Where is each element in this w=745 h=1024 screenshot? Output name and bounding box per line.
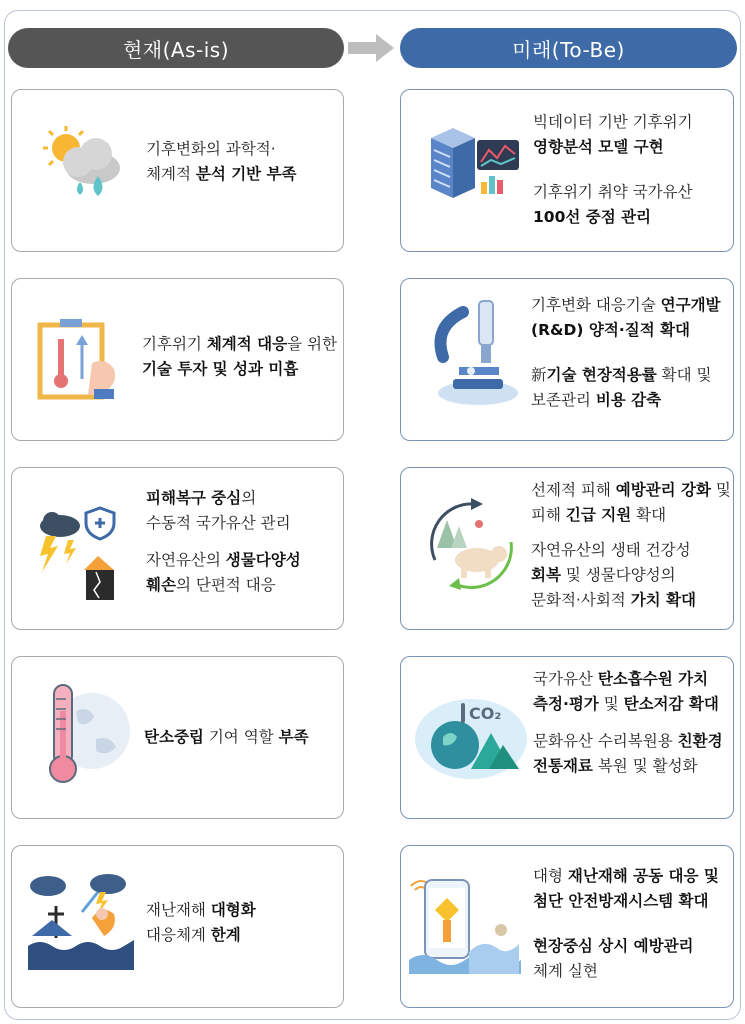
text: 및	[598, 695, 624, 713]
bold-text: 첨단 안전방재시스템 확대	[533, 892, 709, 910]
text: 피해	[531, 506, 566, 524]
to-be-card-1	[400, 89, 734, 252]
text-line	[533, 110, 693, 135]
text-line	[533, 205, 693, 230]
text-line	[144, 725, 309, 750]
text: 기후위기	[142, 335, 207, 353]
bold-text: 기술 현장적용률	[546, 366, 657, 384]
text-line	[533, 864, 719, 889]
bold-text: 전통재료	[533, 757, 593, 775]
server-data-icon	[419, 120, 527, 210]
bold-text: 탄소흡수원 가치	[597, 670, 709, 688]
text-line	[533, 692, 723, 717]
arrow-right-icon	[348, 34, 394, 62]
as-is-text-3	[146, 486, 301, 598]
thermometer-globe-icon	[36, 681, 136, 791]
bold-text: 비용 감축	[595, 391, 662, 409]
text: 체계 실현	[533, 962, 598, 980]
text: 재난재해	[146, 901, 211, 919]
thermometer-clipboard-icon	[34, 317, 124, 407]
co2-globe-icon	[411, 693, 529, 783]
bold-text: 피해복구 중심	[146, 489, 242, 507]
bold-text: 가치 확대	[630, 591, 696, 609]
paragraph	[531, 478, 731, 528]
text-line	[146, 137, 297, 162]
bold-text: 탄소중립	[144, 728, 204, 746]
text-line	[531, 363, 721, 388]
text: 기후변화 대응기술	[531, 296, 661, 314]
text: 보존관리	[531, 391, 596, 409]
bold-text: 측정·평가	[533, 695, 599, 713]
text-line	[146, 573, 301, 598]
text-line	[531, 293, 721, 318]
text-line	[533, 729, 723, 754]
text-line	[533, 667, 723, 692]
text-line	[533, 889, 719, 914]
to-be-text-3	[531, 478, 731, 613]
text: 기여 역할	[203, 728, 279, 746]
bold-text: 대형화	[210, 901, 256, 919]
text: 문화유산 수리복원용	[533, 732, 678, 750]
text-line	[146, 898, 256, 923]
header-as-is: 현재(As-is)	[8, 28, 344, 68]
text-line	[533, 180, 693, 205]
bold-text: 긴급 지원	[565, 506, 632, 524]
bold-text: 분석 기반 부족	[195, 165, 297, 183]
text-line	[146, 923, 256, 948]
paragraph	[533, 180, 693, 230]
paragraph	[531, 538, 731, 613]
bold-text: 회복	[531, 566, 561, 584]
storm-house-icon	[34, 506, 134, 606]
paragraph	[533, 934, 719, 984]
text-line	[531, 588, 731, 613]
bold-text: 친환경	[677, 732, 723, 750]
to-be-text-1	[533, 110, 693, 230]
text-line	[533, 959, 719, 984]
smartphone-alert-icon	[409, 874, 529, 974]
as-is-card-4	[11, 656, 344, 819]
text: 자연유산의 생태 건강성	[531, 541, 691, 559]
bold-text: 예방관리 강화	[615, 481, 711, 499]
microscope-icon	[423, 297, 523, 412]
text: 新	[531, 366, 547, 384]
text-line	[146, 511, 301, 536]
text-line	[531, 563, 731, 588]
bold-text: 훼손	[146, 576, 176, 594]
as-is-card-1	[11, 89, 344, 252]
bold-text: 체계적 대응	[206, 335, 288, 353]
text: 의	[241, 489, 257, 507]
polar-bear-cycle-icon	[415, 490, 527, 600]
text-line	[531, 318, 721, 343]
weather-icon	[38, 120, 128, 210]
text: 의 단편적 대응	[175, 576, 276, 594]
svg-text:CO₂: CO₂	[469, 704, 502, 723]
bold-text: 기술 투자 및 성과 미흡	[142, 360, 299, 378]
text-line	[146, 162, 297, 187]
to-be-text-4	[533, 667, 723, 779]
as-is-card-2	[11, 278, 344, 441]
bold-text: 부족	[278, 728, 309, 746]
text: 국가유산	[533, 670, 598, 688]
paragraph	[533, 864, 719, 914]
to-be-text-5	[533, 864, 719, 984]
bold-text: 생물다양성	[225, 551, 301, 569]
header-to-be: 미래(To-Be)	[400, 28, 737, 68]
text: 을 위한	[287, 335, 337, 353]
as-is-card-5	[11, 845, 344, 1008]
flood-disaster-icon	[26, 872, 136, 972]
bold-text: 현장중심 상시 예방관리	[533, 937, 694, 955]
as-is-card-3	[11, 467, 344, 630]
to-be-text-2	[531, 293, 721, 413]
as-is-text-5	[146, 898, 256, 948]
bold-text: (R&D) 양적·질적 확대	[531, 321, 691, 339]
bold-text: 재난재해 공동 대응 및	[567, 867, 719, 885]
to-be-card-3	[400, 467, 734, 630]
bold-text: 영향분석 모델 구현	[533, 138, 664, 156]
paragraph	[533, 110, 693, 160]
text-line	[142, 357, 337, 382]
paragraph	[146, 486, 301, 536]
text: 기후변화의 과학적·	[146, 140, 276, 158]
text: 빅데이터 기반 기후위기	[533, 113, 693, 131]
paragraph	[533, 667, 723, 717]
text: 및 생물다양성의	[560, 566, 676, 584]
text-line	[533, 934, 719, 959]
text-line	[142, 332, 337, 357]
text-line	[531, 503, 731, 528]
bold-text: 연구개발	[660, 296, 721, 314]
text-line	[146, 486, 301, 511]
text: 대형	[533, 867, 568, 885]
text-line	[531, 538, 731, 563]
text-line	[533, 135, 693, 160]
text: 기후위기 취약 국가유산	[533, 183, 693, 201]
text-line	[533, 754, 723, 779]
as-is-text-2	[142, 332, 337, 382]
paragraph	[531, 363, 721, 413]
text: 수동적 국가유산 관리	[146, 514, 291, 532]
bold-text: 100선 중점 관리	[533, 208, 652, 226]
text: 복원 및 활성화	[592, 757, 698, 775]
to-be-card-4	[400, 656, 734, 819]
text-line	[146, 548, 301, 573]
paragraph	[533, 729, 723, 779]
text: 자연유산의	[146, 551, 226, 569]
text: 문화적·사회적	[531, 591, 631, 609]
bold-text: 탄소저감 확대	[623, 695, 719, 713]
text: 대응체계	[146, 926, 211, 944]
text: 체계적	[146, 165, 196, 183]
text-line	[531, 388, 721, 413]
text: 확대	[631, 506, 667, 524]
bold-text: 한계	[210, 926, 241, 944]
as-is-text-1	[146, 137, 297, 187]
as-is-text-4	[144, 725, 309, 750]
paragraph	[531, 293, 721, 343]
text-line	[531, 478, 731, 503]
text: 및	[710, 481, 731, 499]
to-be-card-5	[400, 845, 734, 1008]
paragraph	[146, 548, 301, 598]
text: 선제적 피해	[531, 481, 616, 499]
to-be-card-2	[400, 278, 734, 441]
text: 확대 및	[656, 366, 712, 384]
